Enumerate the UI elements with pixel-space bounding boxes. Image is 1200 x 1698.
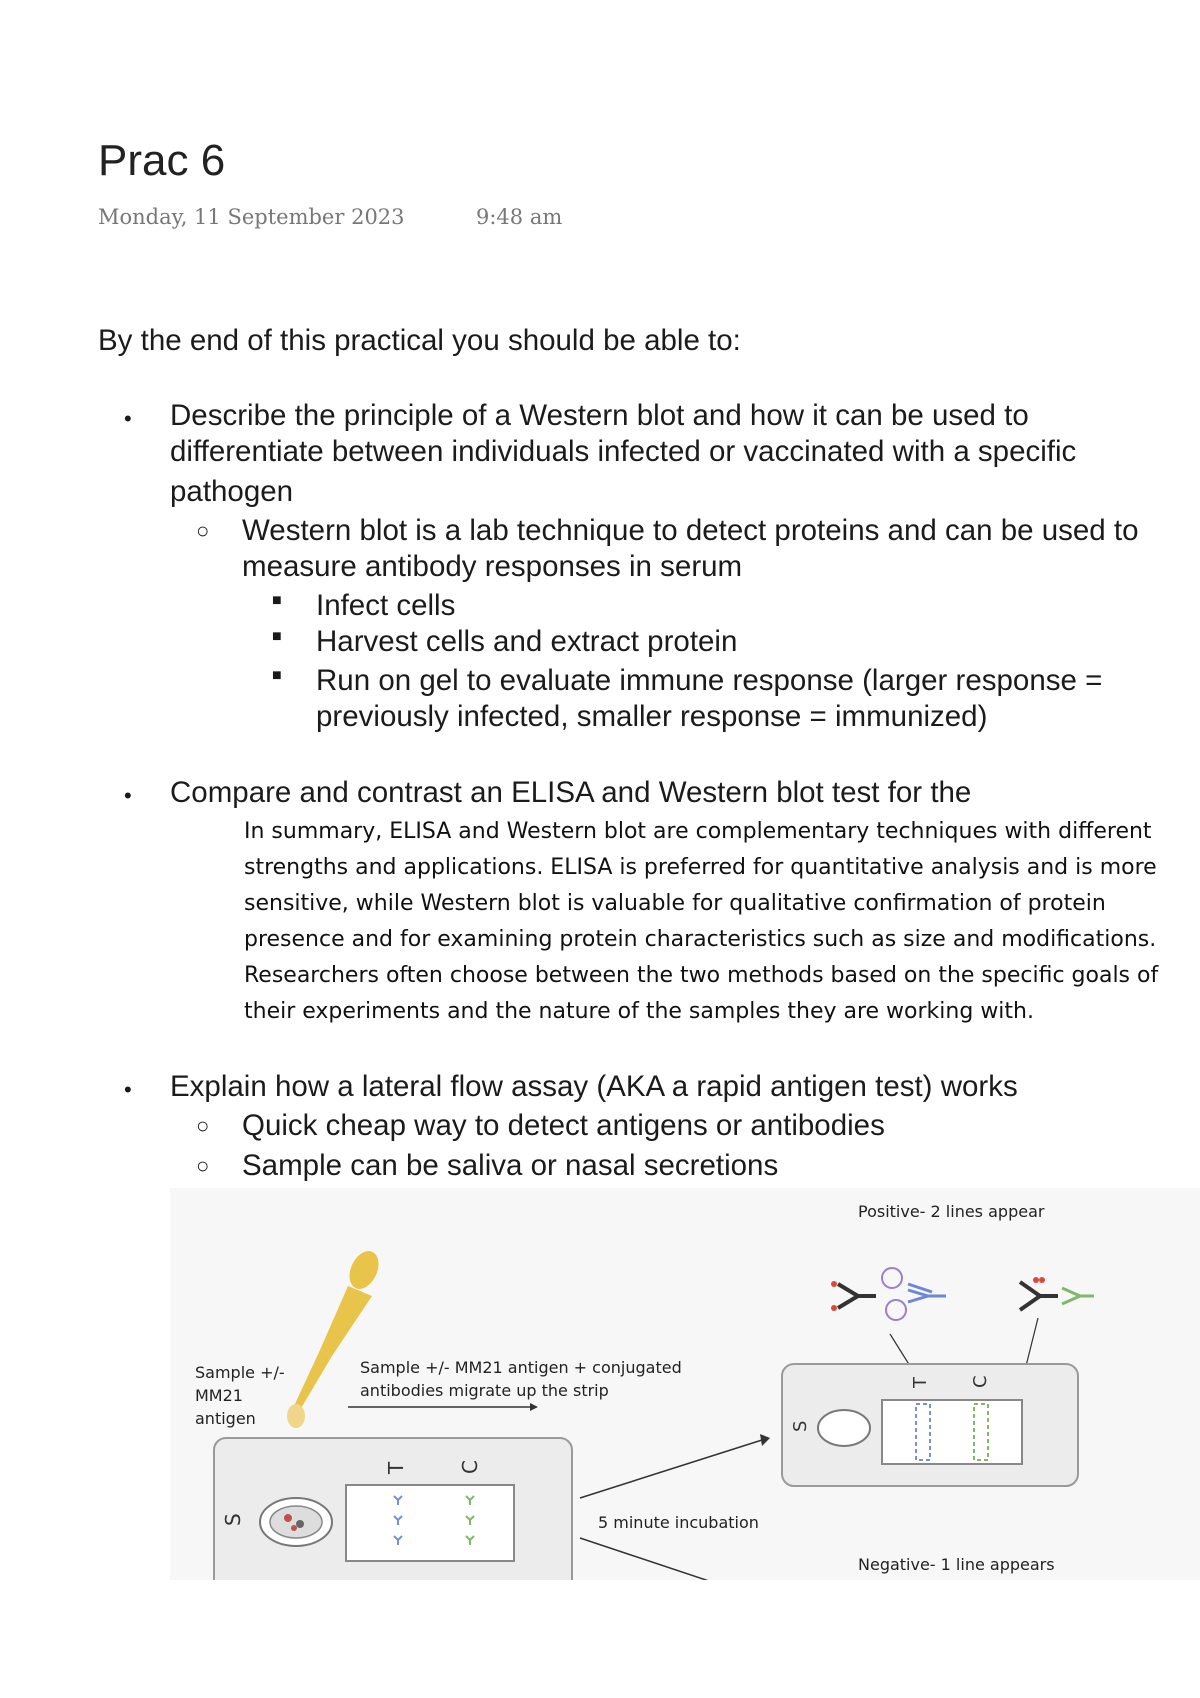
summary-line-6: their experiments and the nature of the samples they are working with.	[244, 999, 1034, 1024]
bullet-dot: •	[124, 406, 132, 431]
objective-3-sub-1: Quick cheap way to detect antigens or antibodies	[242, 1109, 885, 1142]
sample-label-2: MM21	[195, 1386, 243, 1405]
objective-3-line: Explain how a lateral flow assay (AKA a rapid antigen test) works	[170, 1070, 1018, 1103]
sub-sub-bullet-square: ■	[272, 628, 282, 645]
lateral-flow-diagram	[170, 1188, 1200, 1580]
result-letter-c: C	[970, 1375, 991, 1388]
negative-label: Negative- 1 line appears	[858, 1555, 1055, 1574]
sub-sub-bullet-square: ■	[272, 592, 282, 609]
incubation-label: 5 minute incubation	[598, 1513, 759, 1532]
summary-line-2: strengths and applications. ELISA is preferred for quantitative analysis and is more	[244, 855, 1157, 880]
sub-bullet-circle: ○	[196, 1113, 210, 1138]
migrate-label-2: antibodies migrate up the strip	[360, 1381, 609, 1400]
summary-line-3: sensitive, while Western blot is valuable for qualitative confirmation of protein	[244, 891, 1106, 916]
sub-bullet-circle: ○	[196, 518, 210, 543]
intro-text: By the end of this practical you should be able to:	[98, 324, 741, 357]
test-cassette	[214, 1438, 572, 1580]
summary-line-1: In summary, ELISA and Western blot are complementary techniques with different	[244, 819, 1152, 844]
bullet-dot: •	[124, 1077, 132, 1102]
migrate-label-1: Sample +/- MM21 antigen + conjugated	[360, 1358, 682, 1377]
step-3-line-1: Run on gel to evaluate immune response (larger response =	[316, 664, 1103, 697]
objective-1-line-3: pathogen	[170, 475, 294, 508]
step-3-line-2: previously infected, smaller response = immunized)	[316, 700, 988, 733]
result-cassette	[782, 1364, 1078, 1486]
objective-1-line-1: Describe the principle of a Western blot and how it can be used to	[170, 399, 1029, 432]
objective-1-line-2: differentiate between individuals infected or vaccinated with a specific	[170, 435, 1077, 468]
result-letter-s: S	[790, 1420, 811, 1432]
summary-line-5: Researchers often choose between the two methods based on the specific goals of	[244, 963, 1159, 988]
objective-1-sub-line-1: Western blot is a lab technique to detect proteins and can be used to	[242, 514, 1139, 547]
sub-sub-bullet-square: ■	[272, 667, 282, 684]
strip-letter-s: S	[221, 1513, 245, 1526]
positive-label: Positive- 2 lines appear	[858, 1202, 1045, 1221]
strip-letter-c: C	[458, 1460, 482, 1474]
page-time: 9:48 am	[476, 205, 563, 229]
objective-2-line: Compare and contrast an ELISA and Western blot test for the	[170, 776, 972, 809]
sample-label-1: Sample +/-	[195, 1363, 285, 1382]
objective-3-sub-2: Sample can be saliva or nasal secretions	[242, 1149, 779, 1182]
sample-label-3: antigen	[195, 1409, 256, 1428]
step-2: Harvest cells and extract protein	[316, 625, 738, 658]
step-1: Infect cells	[316, 589, 456, 622]
result-letter-t: T	[910, 1377, 931, 1388]
summary-line-4: presence and for examining protein characteristics such as size and modifications.	[244, 927, 1157, 952]
strip-letter-t: T	[384, 1461, 408, 1474]
page-date: Monday, 11 September 2023	[98, 205, 405, 229]
objective-1-sub-line-2: measure antibody responses in serum	[242, 550, 743, 583]
page-title: Prac 6	[98, 136, 226, 185]
bullet-dot: •	[124, 783, 132, 808]
sub-bullet-circle: ○	[196, 1153, 210, 1178]
